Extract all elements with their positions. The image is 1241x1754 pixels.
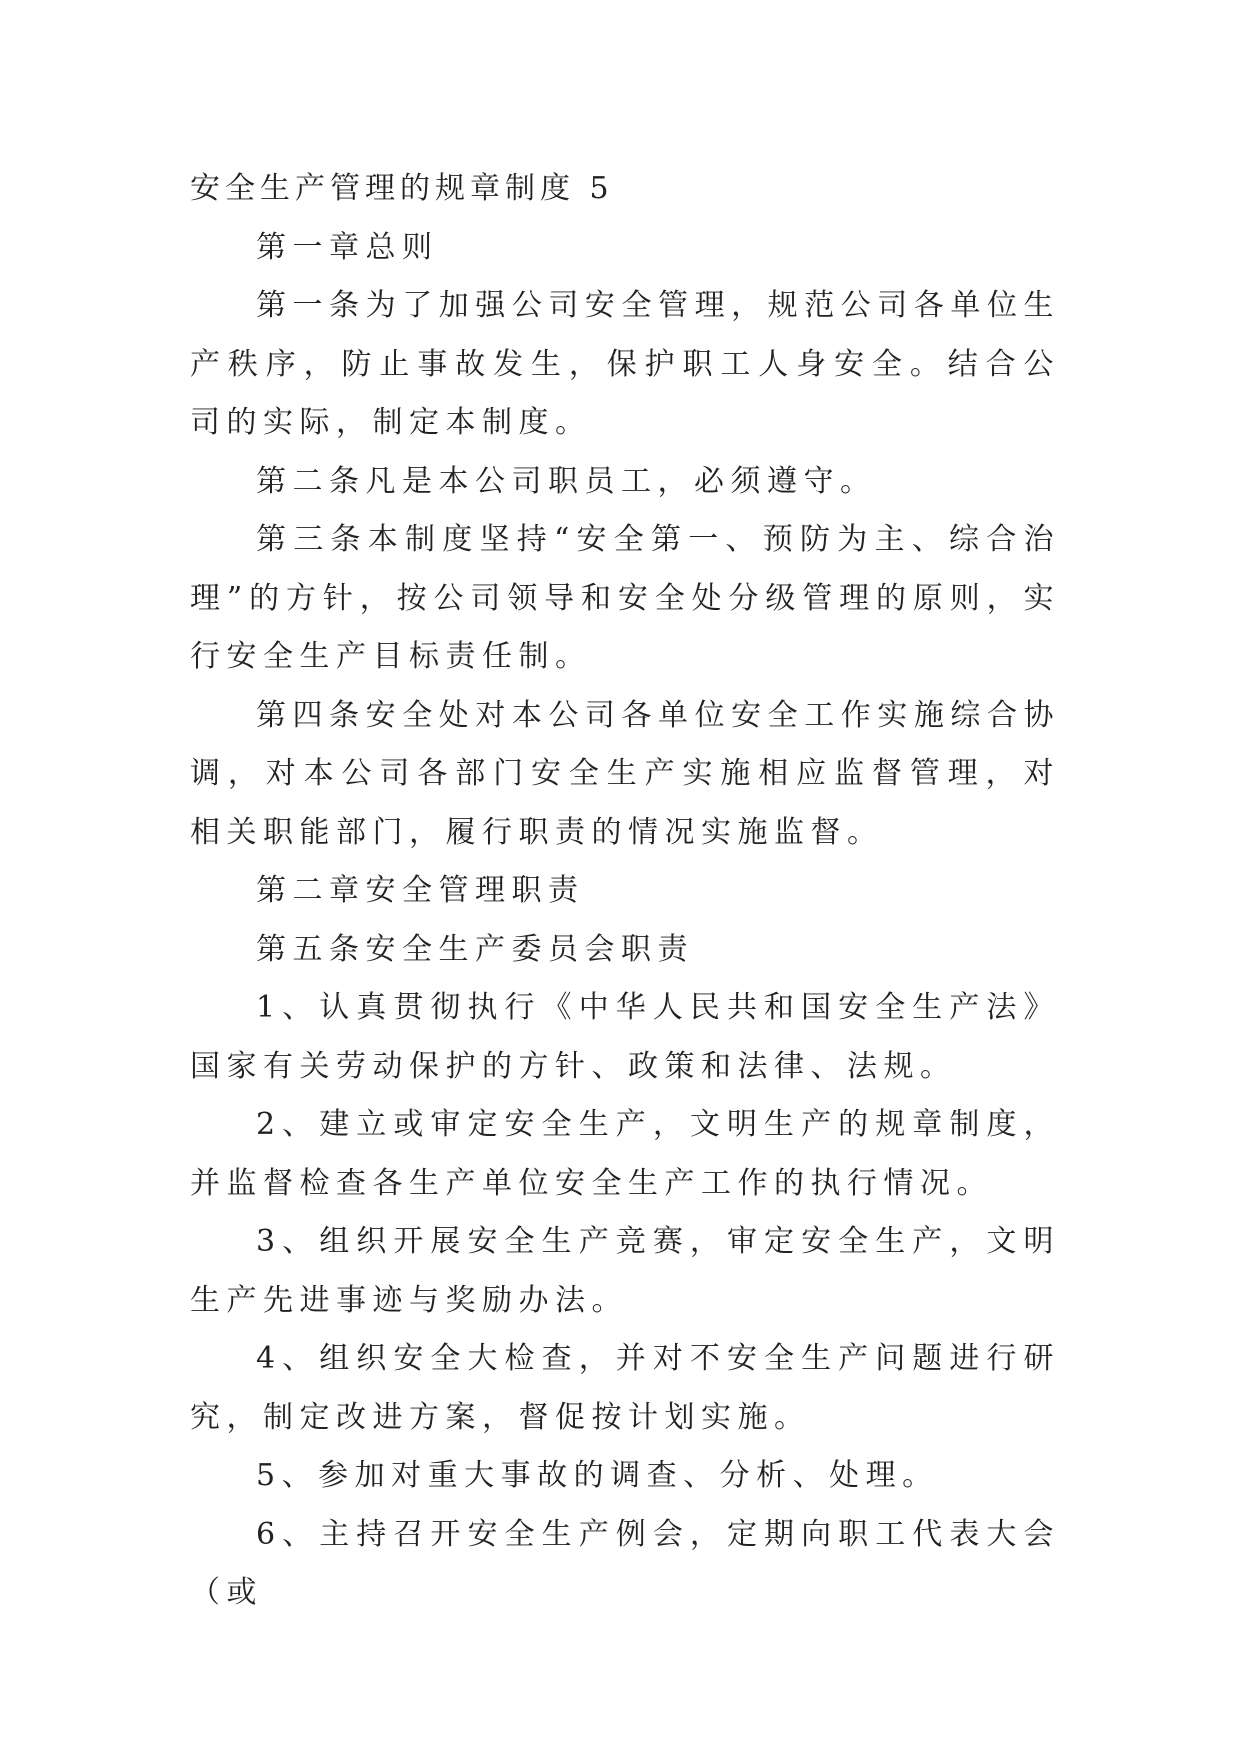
document-body [190,160,1060,1623]
list-item: 5、参加对重大事故的调查、分析、处理。 [256,1458,939,1493]
list-item: 3、组织开展安全生产竞赛，审定安全生产，文明生产先进事迹与奖励办法。 [190,1224,1060,1318]
list-item: 2、建立或审定安全生产，文明生产的规章制度，并监督检查各生产单位安全生产工作的执行情况。 [190,1107,1060,1201]
list-item: 1、认真贯彻执行《中华人民共和国安全生产法》国家有关劳动保护的方针、政策和法律、法规。 [190,990,1060,1084]
chapter-heading: 第一章总则 [256,229,439,265]
list-item: 4、组织安全大检查，并对不安全生产问题进行研究，制定改进方案，督促按计划实施。 [190,1341,1060,1435]
article-paragraph: 第五条安全生产委员会职责 [256,931,694,967]
article-paragraph: 第一条为了加强公司安全管理，规范公司各单位生产秩序，防止事故发生，保护职工人身安全。结合公司的实际，制定本制度。 [190,288,1060,440]
article-paragraph: 第四条安全处对本公司各单位安全工作实施综合协调，对本公司各部门安全生产实施相应监督管理，对相关职能部门，履行职责的情况实施监督。 [190,697,1060,850]
article-paragraph: 第二条凡是本公司职员工，必须遵守。 [256,463,877,499]
chapter-heading: 第二章安全管理职责 [256,873,585,908]
article-paragraph: 第三条本制度坚持“安全第一、预防为主、综合治理”的方针，按公司领导和安全处分级管理的原则，实行安全生产目标责任制。 [190,522,1060,674]
document-title: 安全生产管理的规章制度 5 [190,171,614,206]
list-item: 6、主持召开安全生产例会，定期向职工代表大会（或 [190,1516,1060,1610]
